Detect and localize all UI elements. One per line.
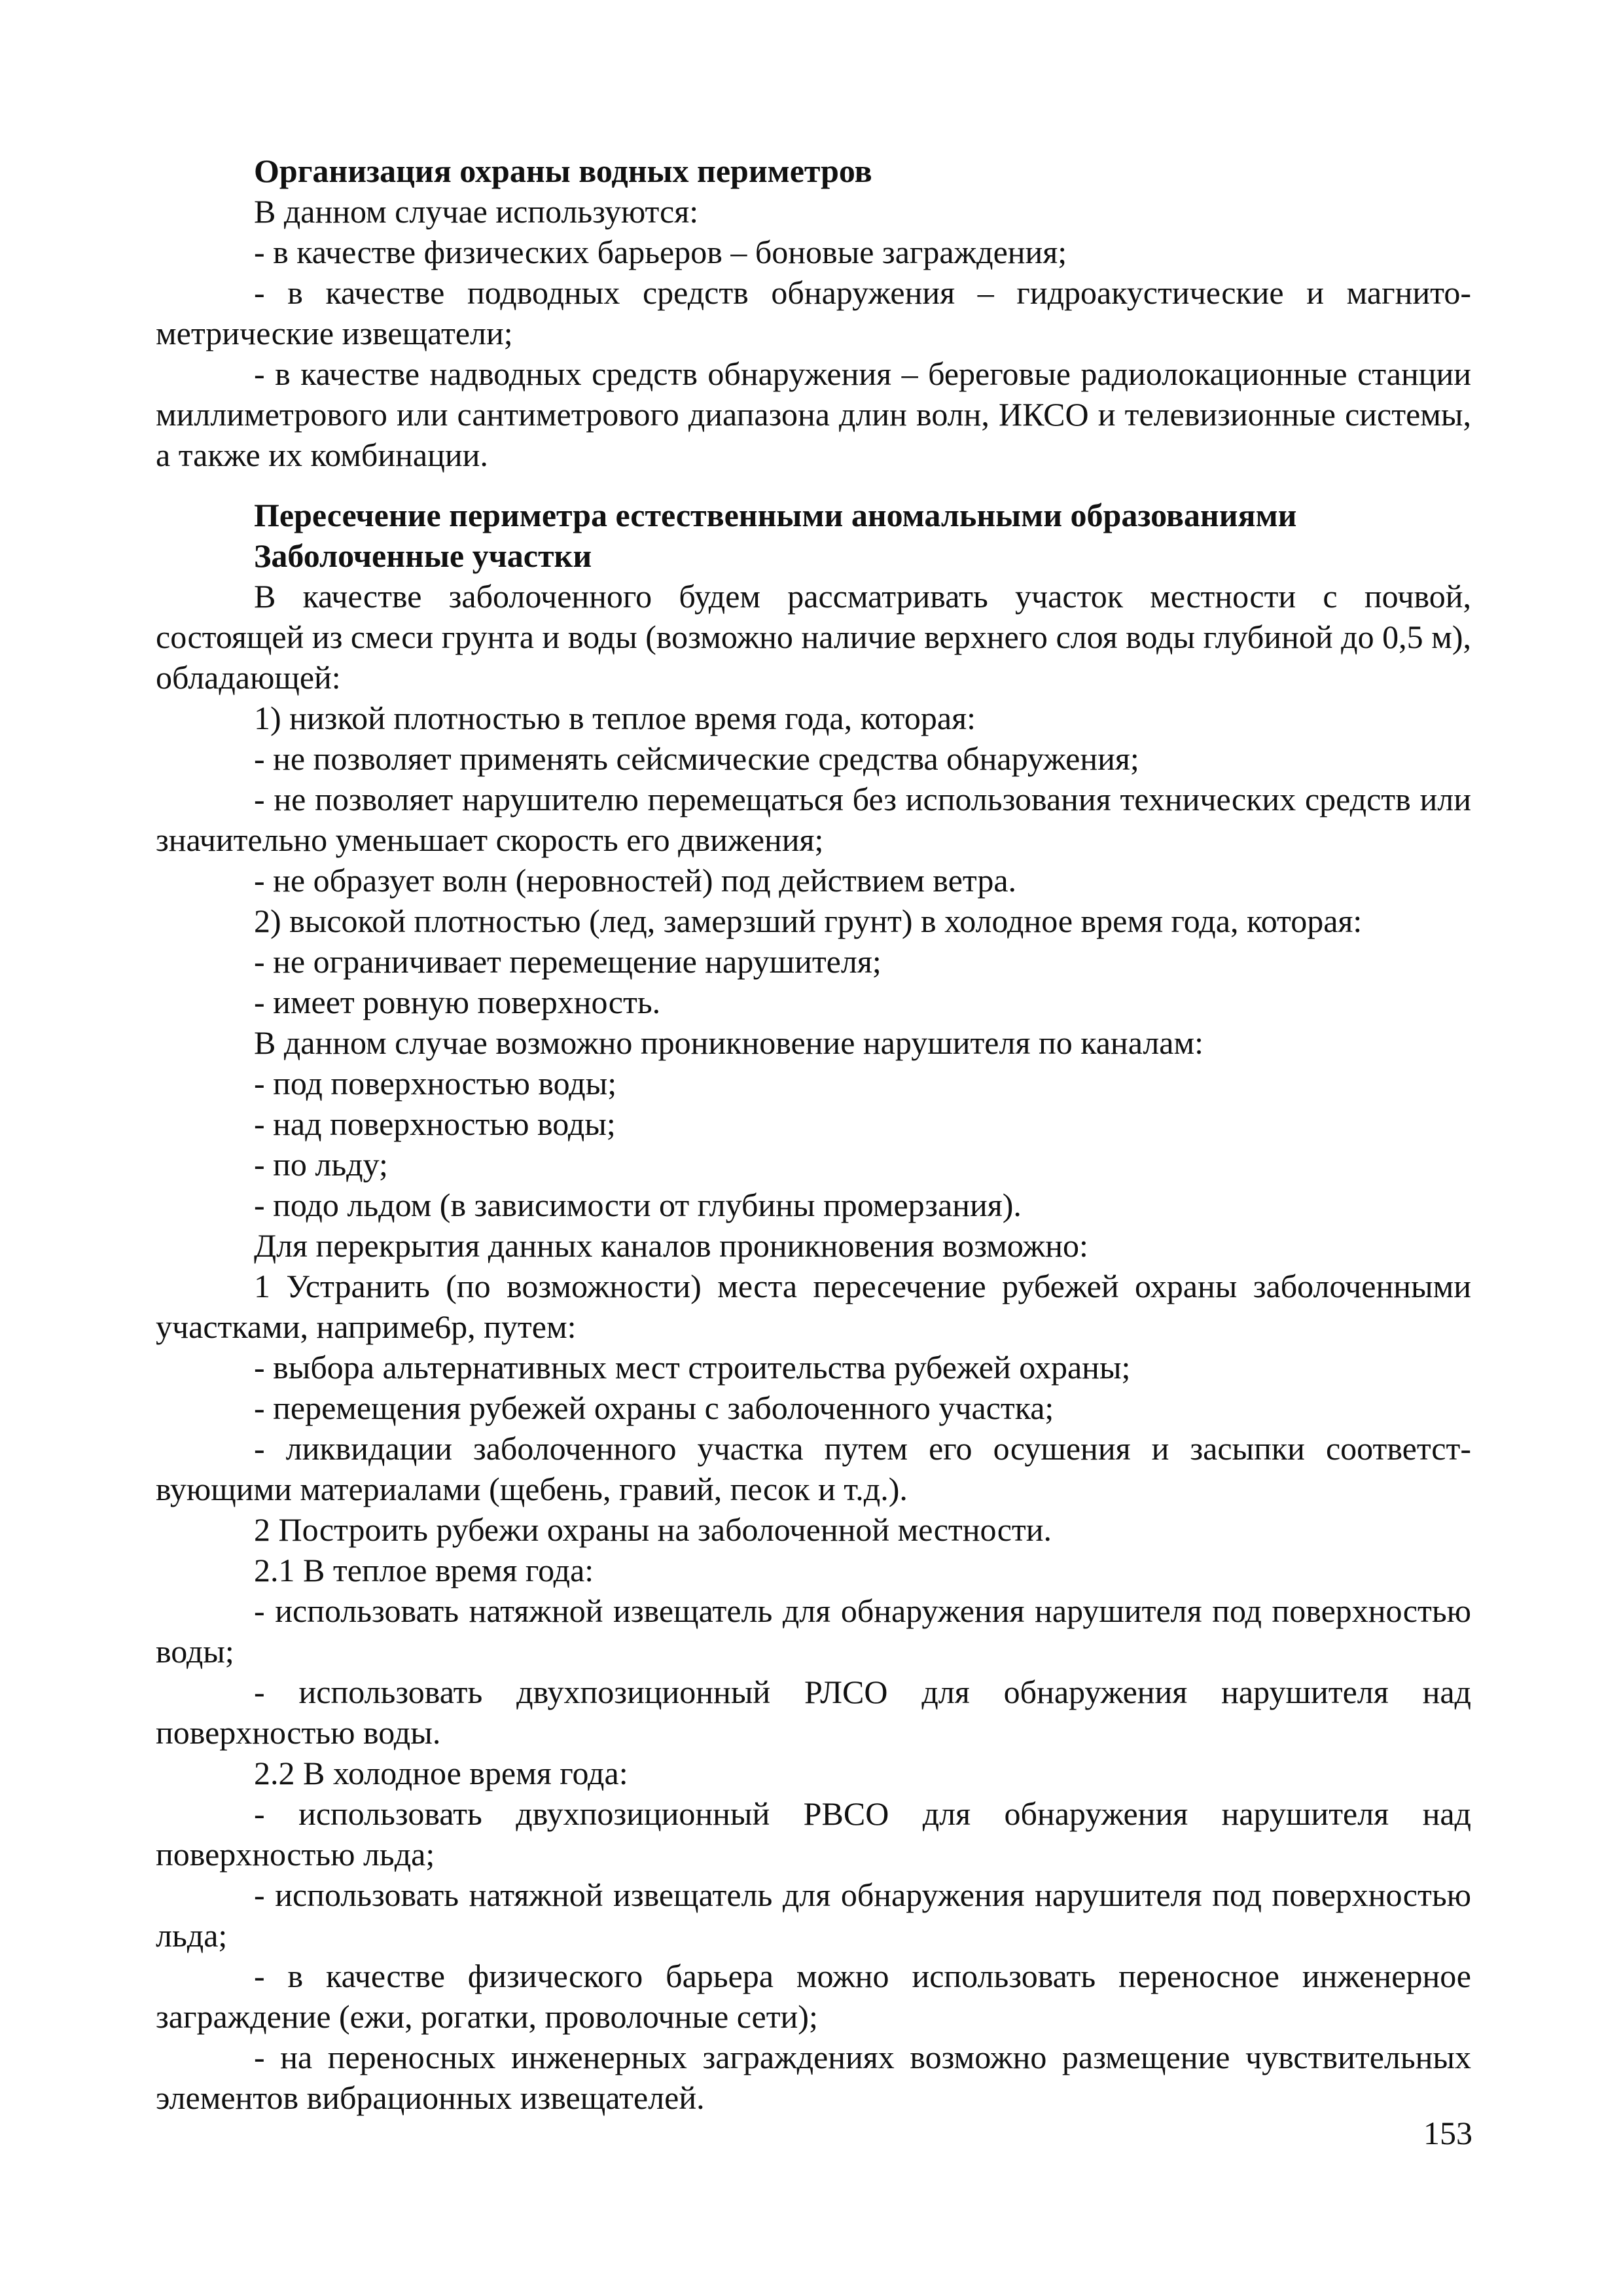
paragraph: Для перекрытия данных каналов проникновения возможно: [254,1227,1088,1264]
list-item: - под поверхностью воды; [254,1065,617,1102]
list-item: - не ограничивает перемещение нарушителя; [254,943,882,980]
list-item: 2 Построить рубежи охраны на заболоченной местности. [254,1511,1052,1548]
list-item: - по льду; [254,1146,388,1183]
list-item: - в качестве подводных средств обнаружения – гидроакустические и магнитометрические извещатели; [156,274,1471,351]
subsection-heading: Заболоченные участки [254,537,592,574]
list-item: 2.1 В теплое время года: [254,1552,594,1588]
page-body [156,151,1471,2118]
list-item: 2) высокой плотностью (лед, замерзший грунт) в холодное время года, которая: [254,903,1363,939]
list-item: - не образует волн (неровностей) под действием ветра. [254,862,1017,899]
page-number: 153 [1423,2115,1472,2151]
list-item: - в качестве надводных средств обнаружения – береговые радиолокационные станции миллиметрового или сантиметрового диапазона длин волн, ИКСО и телевизионные системы, а также их комбинации. [156,355,1471,473]
list-item: - использовать натяжной извещатель для обнаружения нарушителя под поверхностью льда; [156,1876,1471,1954]
list-item: - подо льдом (в зависимости от глубины промерзания). [254,1187,1022,1223]
list-item: - на переносных инженерных заграждениях возможно размещение чувствительных элементов вибрационных извещателей. [156,2039,1471,2116]
section-heading: Пересечение периметра естественными аномальными образованиями [254,497,1297,533]
list-item: - в качестве физического барьера можно использовать переносное инженерное заграждение (ежи, рогатки, проволочные сети); [156,1958,1471,2035]
list-item: 2.2 В холодное время года: [254,1755,628,1791]
list-item: - перемещения рубежей охраны с заболоченного участка; [254,1390,1054,1426]
list-item: 1 Устранить (по возможности) места пересечение рубежей охраны заболоченными участками, наприме6р, путем: [156,1268,1471,1345]
list-item: - использовать двухпозиционный РЛСО для обнаружения нарушителя над поверхностью воды. [156,1674,1471,1751]
list-item: - использовать натяжной извещатель для обнаружения нарушителя под поверхностью воды; [156,1592,1471,1670]
list-item: - над поверхностью воды; [254,1105,616,1142]
list-item: - не позволяет применять сейсмические средства обнаружения; [254,740,1139,777]
paragraph: В данном случае возможно проникновение нарушителя по каналам: [254,1024,1204,1061]
paragraph: В данном случае используются: [254,193,699,230]
paragraph: В качестве заболоченного будем рассматривать участок местности с почвой, состоящей из смеси грунта и воды (возможно наличие верхнего слоя воды глубиной до 0,5 м), обладающей: [156,578,1471,696]
list-item: - в качестве физических барьеров – боновые заграждения; [254,234,1067,270]
list-item: - ликвидации заболоченного участка путем его осушения и засыпки соответствующими материалами (щебень, гравий, песок и т.д.). [156,1430,1471,1507]
list-item: 1) низкой плотностью в теплое время года, которая: [254,700,976,736]
list-item: - использовать двухпозиционный РВСО для обнаружения нарушителя над поверхностью льда; [156,1795,1471,1873]
section-heading: Организация охраны водных периметров [254,152,872,189]
list-item: - выбора альтернативных мест строительства рубежей охраны; [254,1349,1131,1386]
list-item: - имеет ровную поверхность. [254,984,661,1020]
list-item: - не позволяет нарушителю перемещаться без использования технических средств или значительно уменьшает скорость его движения; [156,781,1471,858]
